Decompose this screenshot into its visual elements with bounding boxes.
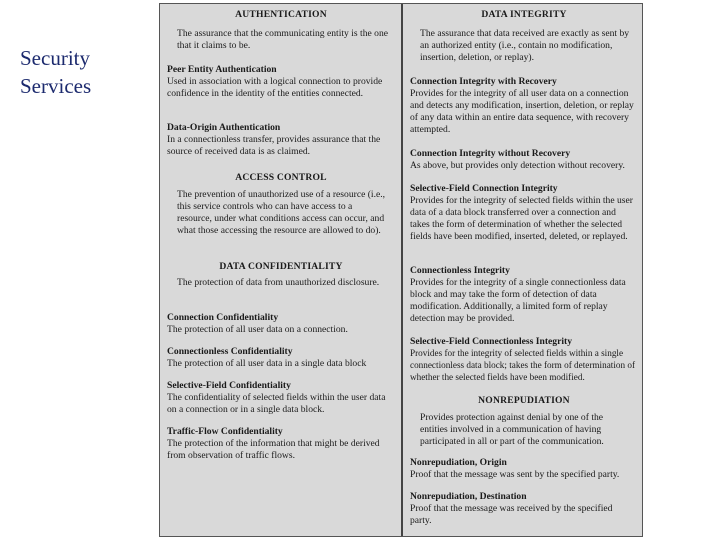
peer-auth-box (167, 64, 391, 100)
nonrepudiation-desc: Provides protection against denial by one of the entities involved in a communication of having participated in all or part of the communication. (420, 412, 604, 447)
selective-conf-title: Selective-Field Confidentiality (167, 380, 291, 391)
authentication-heading: AUTHENTICATION (235, 9, 327, 20)
access-control-section (167, 172, 395, 184)
recovery-desc: Provides for the integrity of all user data on a connection and detects any modification, insertion, deletion, or replay of any data within an entire data sequence, with recovery attempted. (410, 87, 634, 135)
nonrep-dest-title: Nonrepudiation, Destination (410, 491, 527, 502)
conn-conf-box (167, 312, 391, 336)
recovery-box (410, 76, 634, 136)
nonrep-origin-title: Nonrepudiation, Origin (410, 457, 507, 468)
confidentiality-section (167, 261, 395, 273)
nonrepudiation-desc-box (410, 412, 634, 448)
connless-conf-desc: The protection of all user data in a single data block (167, 357, 367, 369)
selconnless-desc: Provides for the integrity of selected fields within a single connectionless data block; takes the form of determination of whether the selected fields have been modified. (410, 347, 636, 382)
selconnless-box (410, 336, 638, 384)
selconnless-title: Selective-Field Connectionless Integrity (410, 336, 572, 347)
authentication-desc-box (167, 28, 391, 52)
nonrep-origin-desc: Proof that the message was sent by the specified party. (410, 468, 620, 480)
origin-auth-title: Data-Origin Authentication (167, 122, 281, 133)
conn-conf-title: Connection Confidentiality (167, 312, 279, 323)
selconn-desc: Provides for the integrity of selected fields within the user data of a data block transferred over a connection and takes the form of determination of whether the selected fields have been modified, inserted, deleted, or replayed. (410, 194, 633, 242)
slide-title-line2: Services (20, 74, 92, 98)
slide-title (20, 44, 91, 100)
confidentiality-desc-box (167, 277, 391, 289)
origin-auth-box (167, 122, 391, 158)
nonrepudiation-heading: NONREPUDIATION (478, 395, 570, 406)
confidentiality-heading: DATA CONFIDENTIALITY (219, 261, 343, 272)
column-divider (401, 4, 403, 536)
connless-int-desc: Provides for the integrity of a single connectionless data block and may take the form of detection of data modification. Additionally, a limited form of replay detection may be provided. (410, 276, 626, 324)
traffic-conf-desc: The protection of the information that might be derived from observation of traffic flows. (167, 437, 380, 461)
selective-conf-desc: The confidentiality of selected fields within the user data on a connection or in a single data block. (167, 391, 386, 415)
nonrep-dest-box (410, 491, 634, 527)
connless-int-title: Connectionless Integrity (410, 265, 510, 276)
conn-conf-desc: The protection of all user data on a connection. (167, 323, 348, 335)
traffic-conf-box (167, 426, 391, 462)
traffic-conf-title: Traffic-Flow Confidentiality (167, 426, 283, 437)
norecovery-title: Connection Integrity without Recovery (410, 148, 571, 159)
nonrep-dest-desc: Proof that the message was received by the specified party. (410, 502, 613, 526)
origin-auth-desc: In a connectionless transfer, provides assurance that the source of received data is as claimed. (167, 133, 381, 157)
selective-conf-box (167, 380, 391, 416)
authentication-section (167, 9, 395, 21)
norecovery-box (410, 148, 638, 172)
nonrepudiation-section (410, 395, 638, 407)
nonrep-origin-box (410, 457, 638, 481)
access-control-desc: The prevention of unauthorized use of a resource (i.e., this service controls who can have access to a resource, under what conditions access can occur, and what those accessing the resource are allowed to do). (177, 189, 386, 236)
access-control-heading: ACCESS CONTROL (235, 172, 327, 183)
integrity-desc-box (410, 28, 634, 64)
security-services-table (159, 3, 643, 537)
peer-auth-title: Peer Entity Authentication (167, 64, 277, 75)
confidentiality-desc: The protection of data from unauthorized disclosure. (177, 277, 380, 288)
connless-int-box (410, 265, 634, 325)
authentication-desc: The assurance that the communicating entity is the one that it claims to be. (177, 28, 388, 51)
slide-title-line1: Security (20, 46, 90, 70)
integrity-desc: The assurance that data received are exactly as sent by an authorized entity (i.e., contain no modification, insertion, deletion, or replay). (420, 28, 630, 63)
selconn-box (410, 183, 634, 243)
access-control-desc-box (167, 189, 391, 237)
selconn-title: Selective-Field Connection Integrity (410, 183, 558, 194)
norecovery-desc: As above, but provides only detection without recovery. (410, 159, 625, 171)
integrity-heading: DATA INTEGRITY (481, 9, 567, 20)
connless-conf-box (167, 346, 391, 370)
recovery-title: Connection Integrity with Recovery (410, 76, 557, 87)
integrity-section (410, 9, 638, 21)
connless-conf-title: Connectionless Confidentiality (167, 346, 293, 357)
peer-auth-desc: Used in association with a logical connection to provide confidence in the identity of the entities connected. (167, 75, 383, 99)
